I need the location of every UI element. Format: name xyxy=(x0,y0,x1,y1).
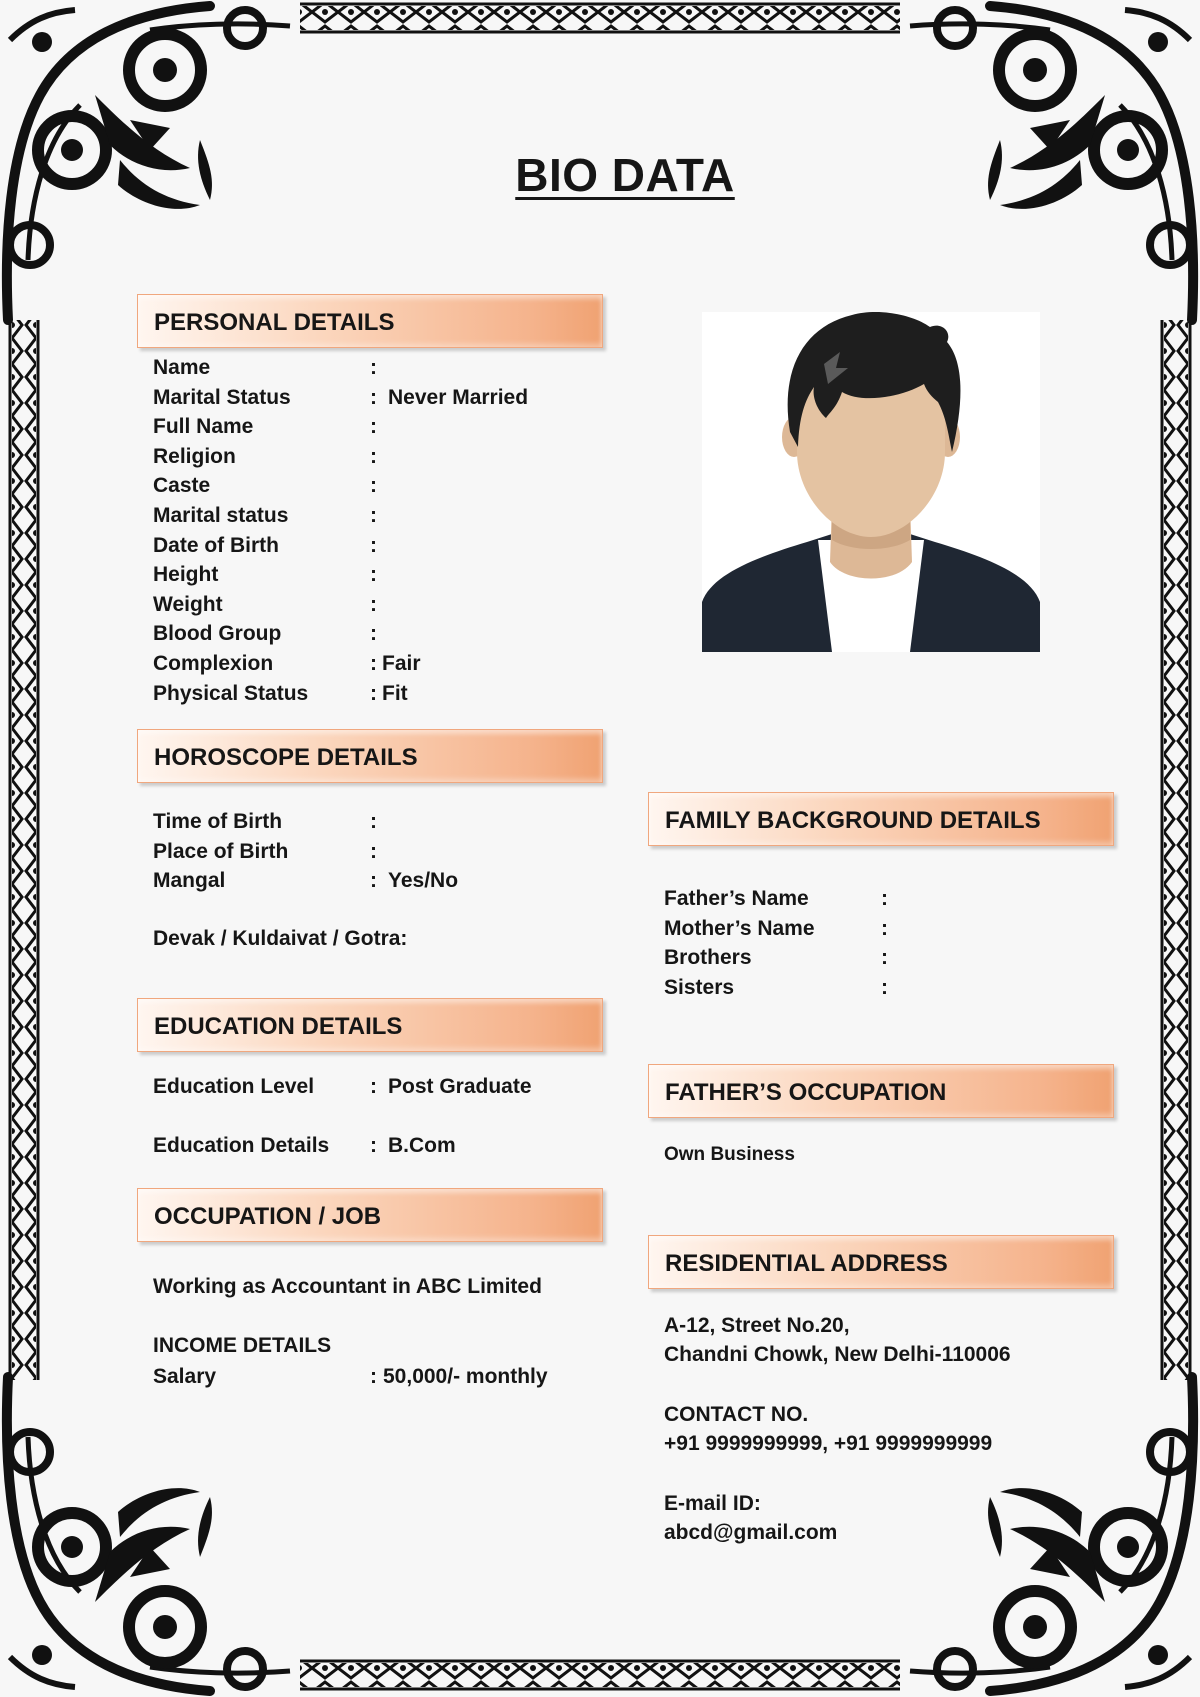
education-details-header-label: EDUCATION DETAILS xyxy=(154,1013,403,1040)
email-label: E-mail ID: xyxy=(664,1492,761,1515)
profile-photo xyxy=(702,312,1040,652)
personal-detail-row-colon: : xyxy=(370,652,377,675)
personal-detail-row-colon: : xyxy=(370,622,377,646)
family-background-header-label: FAMILY BACKGROUND DETAILS xyxy=(665,807,1041,834)
address-line-2: Chandni Chowk, New Delhi-110006 xyxy=(664,1343,1011,1366)
address-line-1: A-12, Street No.20, xyxy=(664,1314,850,1337)
family-detail-row-colon: : xyxy=(881,946,888,970)
personal-detail-row-colon: : xyxy=(370,415,377,439)
occupation-header-label: OCCUPATION / JOB xyxy=(154,1203,382,1230)
personal-detail-row-colon: : xyxy=(370,533,377,557)
horoscope-detail-row-label: Time of Birth xyxy=(153,810,283,833)
education-detail-row-label: Education Level xyxy=(153,1075,315,1098)
family-detail-row-colon: : xyxy=(881,975,888,999)
personal-details-header-label: PERSONAL DETAILS xyxy=(154,309,395,336)
family-detail-row-label: Sisters xyxy=(664,975,735,999)
contact-value: +91 9999999999, +91 9999999999 xyxy=(664,1432,993,1455)
salary-value: 50,000/- monthly xyxy=(383,1365,548,1388)
personal-detail-row-label: Physical Status xyxy=(153,681,309,705)
horoscope-detail-row-colon: : xyxy=(370,869,377,893)
personal-detail-row-value: Fair xyxy=(382,652,421,675)
personal-detail-row-colon: : xyxy=(370,504,377,527)
family-detail-row-colon: : xyxy=(881,887,888,910)
education-detail-row-colon: : xyxy=(370,1075,377,1098)
personal-detail-row-label: Complexion xyxy=(153,652,274,675)
personal-detail-row-value: Fit xyxy=(382,681,408,705)
salary-colon: : xyxy=(370,1365,377,1388)
education-detail-row-value: Post Graduate xyxy=(388,1075,532,1098)
personal-detail-row-label: Marital status xyxy=(153,504,289,527)
family-detail-row-label: Brothers xyxy=(664,946,752,970)
fathers-occupation-header xyxy=(648,1064,1114,1118)
education-detail-row-value: B.Com xyxy=(388,1134,456,1157)
education-detail-row-label: Education Details xyxy=(153,1134,330,1157)
fathers-occupation-header-label: FATHER’S OCCUPATION xyxy=(665,1079,947,1106)
family-detail-row-label: Father’s Name xyxy=(664,887,809,910)
personal-detail-row-label: Weight xyxy=(153,592,223,616)
personal-detail-row-colon: : xyxy=(370,444,377,468)
horoscope-detail-row-value: Yes/No xyxy=(388,869,459,893)
horoscope-detail-row-label: Mangal xyxy=(153,869,226,893)
education-detail-row-colon: : xyxy=(370,1134,377,1157)
personal-detail-row-colon: : xyxy=(370,356,377,379)
personal-detail-row-colon: : xyxy=(370,563,377,587)
gotra-label: Devak / Kuldaivat / Gotra: xyxy=(153,927,408,950)
personal-detail-row-label: Height xyxy=(153,563,219,587)
profile-avatar-icon xyxy=(702,312,1040,652)
personal-detail-row-colon: : xyxy=(370,474,377,498)
personal-detail-row-label: Blood Group xyxy=(153,622,282,646)
email-value: abcd@gmail.com xyxy=(664,1521,838,1544)
horoscope-details-header-label: HOROSCOPE DETAILS xyxy=(154,744,418,771)
contact-label: CONTACT NO. xyxy=(664,1403,809,1426)
personal-detail-row-label: Caste xyxy=(153,474,211,498)
personal-detail-row-label: Marital Status xyxy=(153,385,291,409)
salary-label: Salary xyxy=(153,1365,217,1388)
personal-detail-row-label: Name xyxy=(153,356,211,379)
family-detail-row-label: Mother’s Name xyxy=(664,916,815,940)
family-detail-row-colon: : xyxy=(881,916,888,940)
residential-address-header-label: RESIDENTIAL ADDRESS xyxy=(665,1250,948,1277)
personal-detail-row-colon: : xyxy=(370,681,377,705)
horoscope-details-header xyxy=(137,729,603,783)
residential-address-header xyxy=(648,1235,1114,1289)
horoscope-detail-row-label: Place of Birth xyxy=(153,839,289,863)
page-title: BIO DATA xyxy=(515,149,735,201)
occupation-text: Working as Accountant in ABC Limited xyxy=(153,1275,542,1298)
family-background-header xyxy=(648,792,1114,846)
horoscope-detail-row-colon: : xyxy=(370,810,377,833)
personal-detail-row-colon: : xyxy=(370,592,377,616)
horoscope-detail-row-colon: : xyxy=(370,839,377,863)
personal-detail-row-value: Never Married xyxy=(388,385,529,409)
fathers-occupation-text: Own Business xyxy=(664,1144,795,1165)
personal-detail-row-label: Full Name xyxy=(153,415,254,439)
occupation-header xyxy=(137,1188,603,1242)
personal-details-header xyxy=(137,294,603,348)
personal-detail-row-label: Date of Birth xyxy=(153,533,279,557)
personal-detail-row-colon: : xyxy=(370,385,377,409)
income-details-label: INCOME DETAILS xyxy=(153,1334,332,1357)
personal-detail-row-label: Religion xyxy=(153,444,236,468)
education-details-header xyxy=(137,998,603,1052)
